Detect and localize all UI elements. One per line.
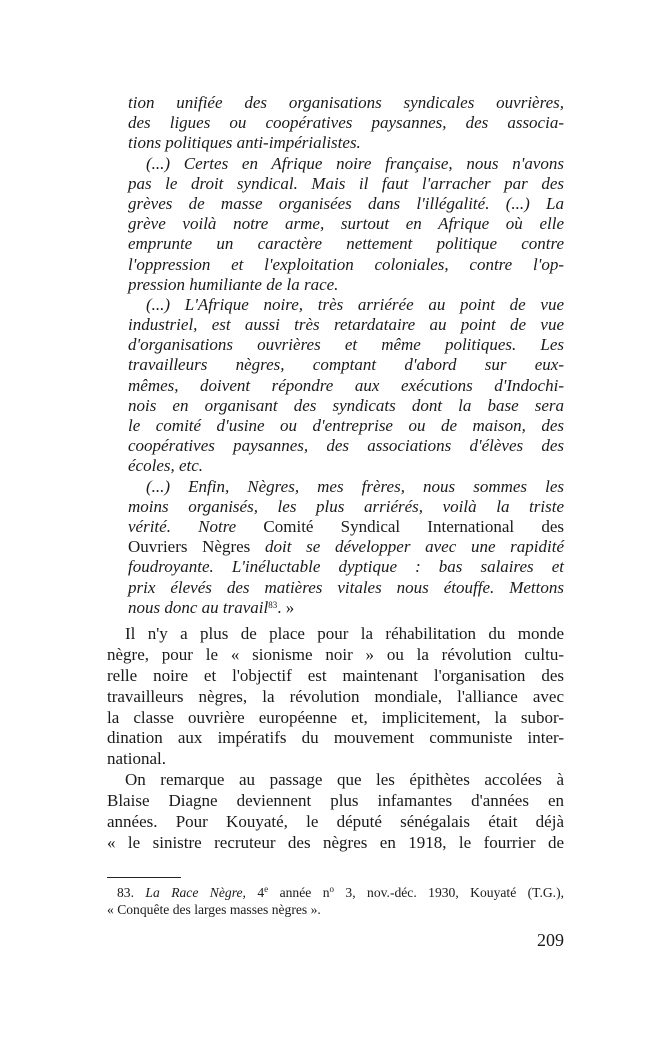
text-segment: nègre, pour le « sionisme noir » ou la révolution cultu- [107, 644, 564, 664]
text-segment: 4 [245, 885, 265, 900]
footnote-line [107, 884, 564, 901]
body-line [107, 687, 564, 708]
body-line [107, 812, 564, 833]
text-segment: national. [107, 749, 167, 769]
quote-line [128, 194, 564, 214]
text-segment: pression humiliante de la race. [128, 274, 339, 294]
quote-line [128, 355, 564, 375]
text-segment: la classe ouvrière européenne et, implicitement, la subor- [107, 707, 564, 727]
superscript: 83 [268, 599, 278, 610]
text-segment: Comité Syndical International des [263, 516, 564, 536]
text-segment: travailleurs nègres, comptant d'abord sur eux- [128, 355, 564, 375]
quote-line [128, 416, 564, 436]
text-segment: (...) L'Afrique noire, très arriérée au point de vue [146, 294, 564, 314]
superscript: o [329, 884, 334, 894]
text-segment: industriel, est aussi très retardataire au point de vue [128, 315, 564, 335]
body-line [107, 833, 564, 854]
text-segment: tions politiques anti-impérialistes. [128, 133, 361, 153]
quote-line [128, 174, 564, 194]
text-segment: foudroyante. L'inéluctable dyptique : bas salaires et [128, 557, 564, 577]
body-line [107, 708, 564, 729]
superscript: e [264, 884, 269, 894]
text-segment: dination aux impératifs du mouvement communiste inter- [107, 728, 564, 748]
body-line [107, 770, 564, 791]
quote-line [128, 335, 564, 355]
quote-line [128, 255, 564, 275]
quote-line [128, 234, 564, 254]
text-segment: 3, nov.-déc. 1930, Kouyaté (T.G.), [334, 885, 565, 900]
quote-line [128, 517, 564, 537]
quote-line [128, 133, 564, 153]
body-line [107, 749, 564, 770]
text-segment: La Race Nègre, [145, 885, 246, 900]
page-number: 209 [537, 930, 564, 950]
text-segment: emprunte un caractère nettement politique contre [128, 234, 564, 254]
quote-line [128, 113, 564, 133]
quote-line [128, 578, 564, 598]
quote-line [128, 376, 564, 396]
text-segment: année n [268, 885, 330, 900]
body-line [107, 645, 564, 666]
text-segment: nois en organisant des syndicats dont la base sera [128, 395, 564, 415]
text-segment: pas le droit syndical. Mais il faut l'arracher par des [128, 173, 564, 193]
text-segment: années. Pour Kouyaté, le député sénégalais était déjà [107, 812, 564, 832]
text-segment: mêmes, doivent répondre aux exécutions d'Indochi- [128, 375, 564, 395]
text-segment: l'oppression et l'exploitation coloniales, contre l'op- [128, 254, 564, 274]
body-line [107, 624, 564, 645]
text-segment: « Conquête des larges masses nègres ». [107, 902, 321, 917]
block-quote [128, 93, 564, 618]
text-segment: le comité d'usine ou d'entreprise ou de maison, des [128, 416, 564, 435]
quote-line [128, 497, 564, 517]
text-segment: Blaise Diagne deviennent plus infamantes d'années en [107, 791, 564, 811]
text-segment: moins organisés, les plus arriérés, voilà la triste [128, 496, 564, 516]
text-segment: grève voilà notre arme, surtout en Afrique où elle [128, 214, 564, 234]
body-line [107, 728, 564, 749]
text-segment: Il n'y a plus de place pour la réhabilitation du monde [125, 624, 564, 643]
text-segment: On remarque au passage que les épithètes accolées à [125, 770, 564, 790]
text-segment: Ouvriers Nègres [128, 537, 265, 557]
quote-line [128, 456, 564, 476]
text-segment: coopératives paysannes, des associations d'élèves des [128, 436, 564, 456]
text-segment: grèves de masse organisées dans l'illégalité. (...) La [128, 193, 564, 213]
quote-line [128, 477, 564, 497]
quote-line [128, 93, 564, 113]
quote-line [128, 295, 564, 315]
quote-line [128, 275, 564, 295]
quote-line [128, 315, 564, 335]
text-segment: . » [277, 597, 295, 617]
text-segment: prix élevés des matières vitales nous étouffe. Mettons [128, 577, 564, 597]
text-segment: (...) Enfin, Nègres, mes frères, nous sommes les [146, 476, 564, 496]
text-segment: doit se développer avec une rapidité [264, 537, 564, 557]
text-segment: tion unifiée des organisations syndicales ouvrières, [128, 93, 564, 112]
text-segment: 83. [117, 885, 146, 900]
footnote-divider [107, 877, 181, 878]
text-segment: relle noire et l'objectif est maintenant l'organisation des [107, 665, 564, 685]
quote-line [128, 537, 564, 557]
text-segment: écoles, etc. [128, 456, 204, 476]
text-segment: vérité. Notre [128, 516, 264, 536]
text-segment: d'organisations ouvrières et même politiques. Les [128, 335, 564, 355]
text-segment: travailleurs nègres, la révolution mondiale, l'alliance avec [107, 686, 564, 706]
footnotes [107, 884, 564, 918]
text-segment: des ligues ou coopératives paysannes, des associa- [128, 113, 564, 133]
quote-line [128, 598, 564, 618]
text-segment: nous donc au travail [128, 597, 269, 617]
body-line [107, 666, 564, 687]
body-line [107, 791, 564, 812]
quote-line [128, 557, 564, 577]
footnote-line [107, 901, 564, 918]
quote-line [128, 154, 564, 174]
text-segment: « le sinistre recruteur des nègres en 1918, le fourrier de [107, 832, 564, 852]
quote-line [128, 436, 564, 456]
quote-line [128, 214, 564, 234]
quote-line [128, 396, 564, 416]
body-text [107, 624, 564, 854]
text-segment: (...) Certes en Afrique noire française, nous n'avons [146, 153, 564, 173]
